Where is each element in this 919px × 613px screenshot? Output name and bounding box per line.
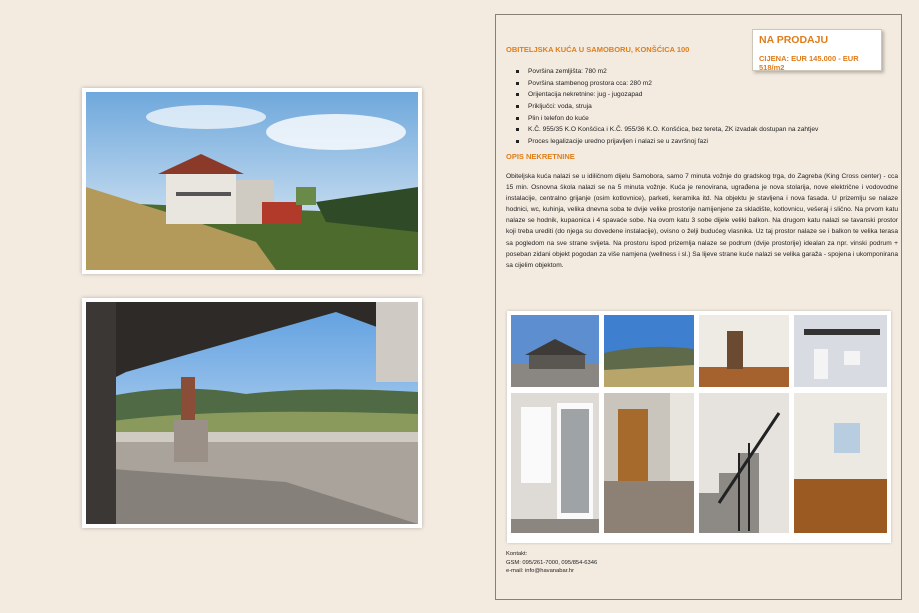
list-item: Orijentacija nekretnine: jug - jugozapad [516,89,818,101]
for-sale-badge [752,29,882,71]
list-item: Priključci: voda, struja [516,101,818,113]
description-text: Obiteljska kuća nalazi se u idiličnom dijelu Samobora, samo 7 minuta vožnje do gradskog trga, do Zagreba (King Cross center) - cca 15 min. Osnovna škola nalazi se na 5 minuta vožnje. Kuća je renovirana, ugrađena je nova stolarija, nove električne i vodovodne instalacije, centralno grijanje (osim kotlovnice), parketi, keramika itd. Na objektu je stavljena i nova fasada. U prizemlju se nalaze hodnici, wc, kuhinja, velika dnevna soba te dvije velike prostorije namijenjene za skladište, kotlovnicu, vešeraj i slično. Na prvom katu nalaze se hodnik, kupaonica i 4 spavaće sobe. Na ovom katu 3 sobe dijele veliki balkon. Na drugom katu nalazi se tavanski prostor koji treba urediti (do njega su dovedene instalacije), ovisno o želji budućeg vlasnika. Uz taj prostor nalaze se i balkon te velika terasa sa pogledom na sve strane svijeta. Na prostoru ispod prizemlja nalaze se podrum (dvije prostorije) idealan za npr. vinski podrum + poseban zidani objekt pogodan za više namjena (wellness i sl.) Sa lijeve strane kuće nalazi se velika garaža - spojena i ukomponirana sa cijelim objektom. [506,173,898,269]
contact-email: e-mail: info@havanabar.hr [506,568,575,575]
badge-title: NA PRODAJU [759,34,829,46]
price-label: CIJENA: EUR 145.000 - EUR 518/m2 [759,54,859,72]
gallery-photo-valley-view [604,315,694,387]
gallery-photo-facade-balcony [794,315,887,387]
listing-title: OBITELJSKA KUĆA U SAMOBORU, KONŠĆICA 100 [506,45,690,54]
terrace-view-photo [82,298,422,528]
contact-info [506,550,597,576]
house-exterior-photo [82,88,422,274]
listing-sheet [495,14,902,600]
contact-phone: GSM: 095/261-7000, 095/854-6346 [506,559,598,566]
list-item: Površina stambenog prostora cca: 280 m2 [516,78,818,90]
feature-list [516,66,818,148]
description-heading: OPIS NEKRETNINE [506,152,575,161]
list-item: Površina zemljišta: 780 m2 [516,66,818,78]
list-item: Plin i telefon do kuće [516,113,818,125]
photo-gallery [507,311,891,543]
list-item: K.Č. 955/35 K.O Konšćica i K.Č. 955/36 K.O. Konšćica, bez tereta, ZK izvadak dostupan na zahtjev [516,124,818,136]
contact-label: Kontakt: [506,551,528,557]
gallery-photo-living-room [794,393,887,533]
gallery-photo-house-side [511,315,599,387]
list-item: Proces legalizacije uredno prijavljen i nalazi se u završnoj fazi [516,136,818,148]
gallery-photo-hallway [604,393,694,533]
gallery-photo-staircase [699,393,789,533]
gallery-photo-room-door [699,315,789,387]
gallery-photo-balcony-door [511,393,599,533]
